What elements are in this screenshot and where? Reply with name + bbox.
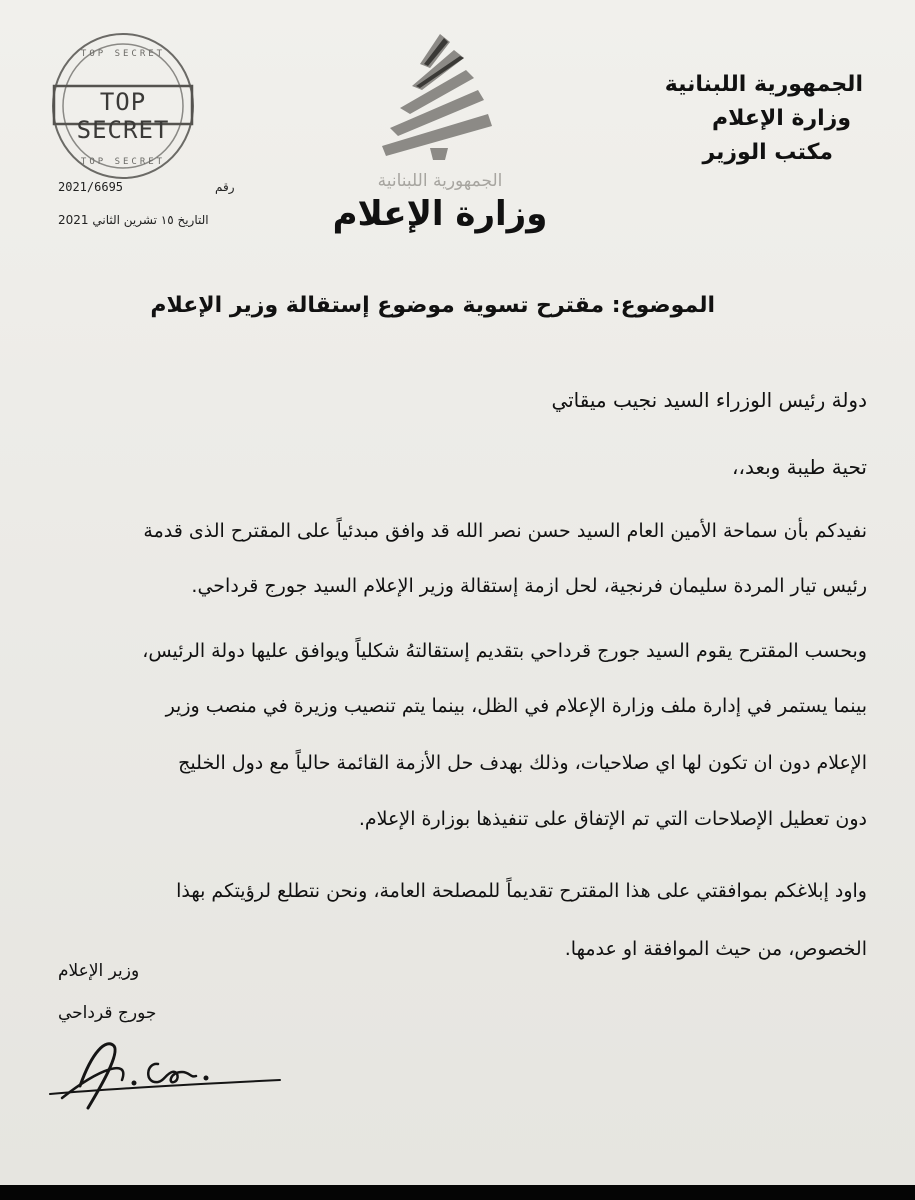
body-line: واود إبلاغكم بموافقتي على هذا المقترح تقديماً للمصلحة العامة، ونحن نتطلع لرؤيتكم بهذا xyxy=(176,880,867,902)
body-line: الخصوص، من حيث الموافقة او عدمها. xyxy=(564,938,867,960)
handwritten-signature xyxy=(40,1028,290,1122)
reference-label: رقم xyxy=(215,180,235,194)
logo-title: وزارة الإعلام xyxy=(332,194,548,234)
body-line: دون تعطيل الإصلاحات التي تم الإتفاق على تنفيذها بوزارة الإعلام. xyxy=(358,808,867,830)
svg-text:TOP SECRET: TOP SECRET xyxy=(80,157,166,167)
body-line: الإعلام دون ان تكون لها اي صلاحيات، وذلك بهدف حل الأزمة القائمة حالياً مع دول الخليج xyxy=(178,752,867,774)
ministry-logo xyxy=(330,28,550,234)
cedar-logo-icon xyxy=(370,28,510,168)
reference-number: 2021/6695 xyxy=(58,180,124,194)
letterhead-country: الجمهورية اللبنانية xyxy=(664,72,863,97)
letter-greeting: تحية طيبة وبعد،، xyxy=(732,455,867,479)
body-line: بينما يستمر في إدارة ملف وزارة الإعلام في الظل، بينما يتم تنصيب وزيرة في منصب وزير xyxy=(165,695,867,717)
letterhead-office: مكتب الوزير xyxy=(702,140,833,165)
body-line: رئيس تيار المردة سليمان فرنجية، لحل ازمة إستقالة وزير الإعلام السيد جورج قرداحي. xyxy=(191,575,867,597)
letterhead-ministry: وزارة الإعلام xyxy=(712,106,851,131)
letter-recipient: دولة رئيس الوزراء السيد نجيب ميقاتي xyxy=(551,388,867,412)
letterhead xyxy=(603,68,863,170)
signatory-name: جورج قرداحي xyxy=(58,1003,157,1023)
signatory-title: وزير الإعلام xyxy=(58,961,140,981)
reference-date: التاريخ ١٥ تشرين الثاني 2021 xyxy=(58,213,209,227)
body-line: نفيدكم بأن سماحة الأمين العام السيد حسن نصر الله قد وافق مبدئياً على المقترح الذى قدمة xyxy=(143,520,867,542)
signature-scribble-icon xyxy=(40,1028,290,1118)
body-line: وبحسب المقترح يقوم السيد جورج قرداحي بتقديم إستقالتهُ شكلياً ويوافق عليها دولة الرئيس، xyxy=(142,640,867,662)
top-secret-stamp xyxy=(48,28,198,188)
screen-bottom-bar xyxy=(0,1185,915,1200)
svg-text:TOP SECRET: TOP SECRET xyxy=(80,49,166,59)
logo-subtitle: الجمهورية اللبنانية xyxy=(377,171,503,191)
letter-subject: الموضوع: مقترح تسوية موضوع إستقالة وزير الإعلام xyxy=(150,293,715,318)
stamp-text: TOP SECRET xyxy=(76,88,170,144)
